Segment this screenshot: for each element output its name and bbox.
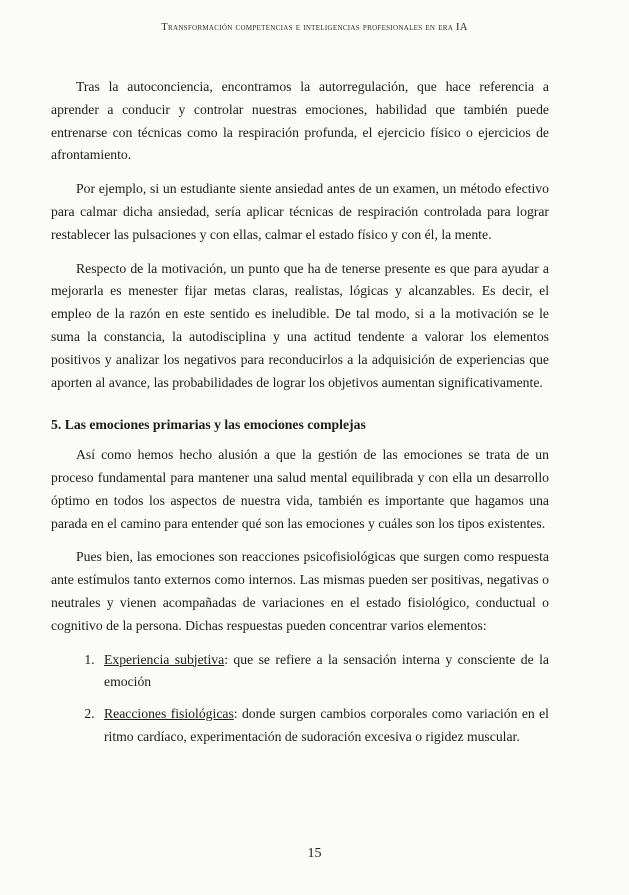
body-paragraph: Por ejemplo, si un estudiante siente ansiedad antes de un examen, un método efectivo para calmar dicha ansiedad, sería aplicar técnicas de respiración controlada para lograr restablecer las pulsaciones y con ellas, calmar el estado físico y con él, la mente. xyxy=(51,181,549,242)
list-item xyxy=(98,703,549,749)
body-paragraph: Pues bien, las emociones son reacciones psicofisiológicas que surgen como respuesta ante estímulos tanto externos como internos. Las mismas pueden ser positivas, negativas o neutrales y vienen acompañadas de variaciones en el estado fisiológico, conductual o cognitivo de la persona. Dichas respuestas pueden concentrar varios elementos: xyxy=(51,549,549,633)
body-paragraph: Así como hemos hecho alusión a que la gestión de las emociones se trata de un proceso fundamental para mantener una salud mental equilibrada y con ella un desarrollo óptimo en todos los aspectos de nuestra vida, también es importante que hagamos una parada en el camino para entender qué son las emociones y cuáles son los tipos existentes. xyxy=(51,447,549,531)
body-paragraph: Tras la autoconciencia, encontramos la autorregulación, que hace referencia a aprender a conducir y controlar nuestras emociones, habilidad que también puede entrenarse con técnicas como la respiración profunda, el ejercicio físico o ejercicios de afrontamiento. xyxy=(51,79,549,163)
list-item-text: : donde surgen cambios corporales como variación en el ritmo cardíaco, experimentación de sudoración excesiva o rigidez muscular. xyxy=(104,706,549,744)
page-content xyxy=(51,76,549,758)
page-number: 15 xyxy=(307,846,322,861)
list-item-term: Reacciones fisiológicas xyxy=(104,706,234,722)
list-item-text: : que se refiere a la sensación interna y consciente de la emoción xyxy=(104,651,549,690)
numbered-list xyxy=(51,649,549,749)
running-header: Transformación competencias e inteligencias profesionales en era IA xyxy=(161,22,468,33)
list-item xyxy=(98,649,549,695)
section-heading: 5. Las emociones primarias y las emociones complejas xyxy=(51,417,366,433)
list-item-term: Experiencia subjetiva xyxy=(104,651,225,667)
body-paragraph: Respecto de la motivación, un punto que ha de tenerse presente es que para ayudar a mejorarla es menester fijar metas claras, realistas, lógicas y alcanzables. Es decir, el empleo de la razón en este sentido es ineludible. De tal modo, si a la motivación se le suma la constancia, la autodisciplina y una actitud tendente a valorar los elementos positivos y analizar los negativos para reconducirlos a la adquisición de experiencias que aporten al avance, las probabilidades de lograr los objetivos aumentan significativamente. xyxy=(51,260,549,390)
